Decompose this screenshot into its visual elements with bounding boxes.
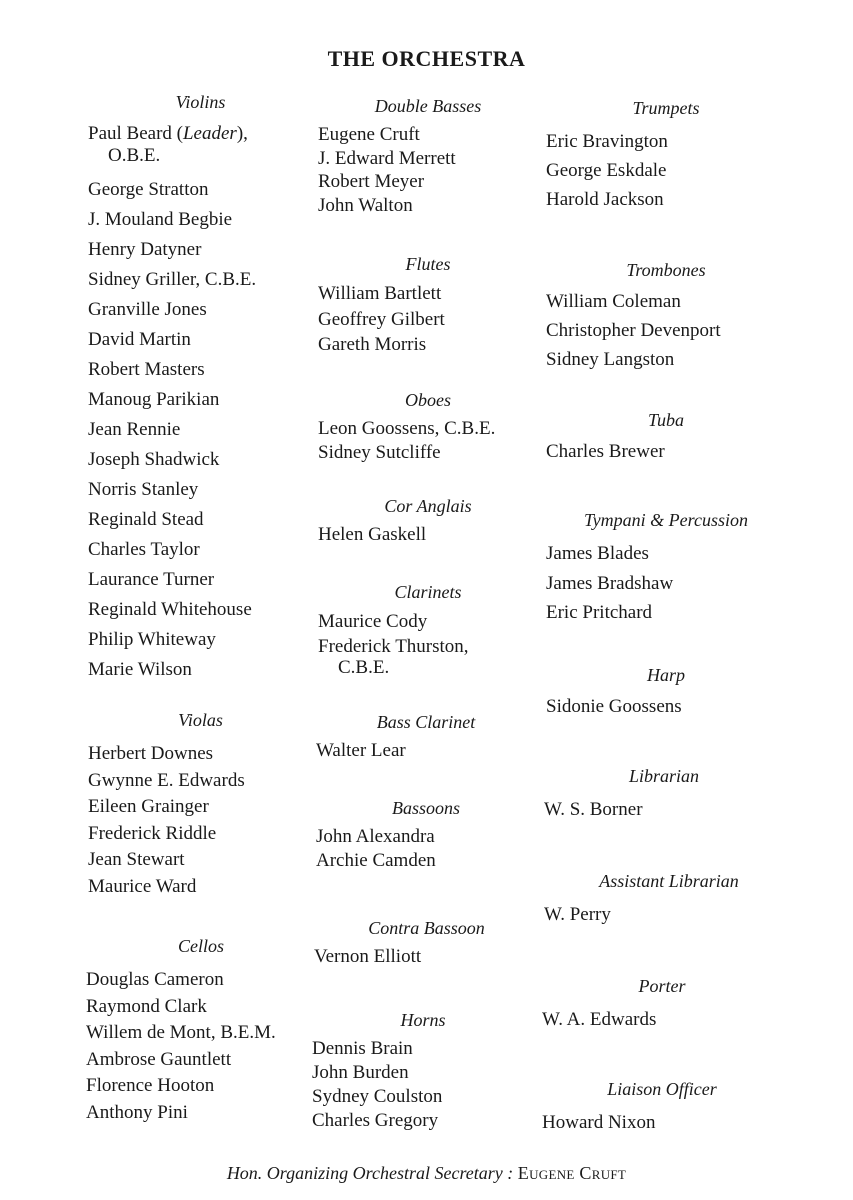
member-name: Reginald Whitehouse: [88, 599, 252, 620]
member-name: David Martin: [88, 329, 191, 350]
section-violas: [88, 710, 313, 901]
member-name: O.B.E.: [108, 145, 161, 166]
member-name: Eugene Cruft: [318, 124, 420, 145]
member-name: Willem de Mont, B.E.M.: [86, 1022, 276, 1044]
member-name: Robert Meyer: [318, 171, 425, 192]
member-name: Geoffrey Gilbert: [318, 308, 445, 330]
member-name: Manoug Parikian: [88, 389, 220, 410]
member-name: Robert Masters: [88, 359, 205, 380]
member-name: Charles Gregory: [312, 1110, 439, 1131]
member-name: James Blades: [546, 543, 649, 564]
member-name: George Stratton: [88, 179, 209, 200]
member-name: Gareth Morris: [318, 334, 427, 355]
section-cellos: [86, 936, 316, 1127]
section-bassoons: [316, 798, 536, 873]
section-title: Liaison Officer: [607, 1079, 717, 1099]
member-name: Frederick Thurston,: [318, 636, 469, 657]
member-name: Maurice Ward: [88, 875, 197, 897]
member-name: Gwynne E. Edwards: [88, 769, 245, 791]
section-cor-anglais: [318, 496, 538, 547]
member-name: Herbert Downes: [88, 743, 214, 764]
member-name: Sidonie Goossens: [546, 696, 682, 717]
section-contra-bassoon: [314, 918, 539, 969]
member-name: James Bradshaw: [546, 572, 674, 594]
member-name: Jean Rennie: [88, 419, 181, 440]
member-name: W. S. Borner: [544, 799, 643, 820]
member-name: Sydney Coulston: [312, 1086, 443, 1107]
member-name: John Burden: [312, 1062, 409, 1083]
member-name: Harold Jackson: [546, 189, 664, 210]
section-oboes: [318, 390, 538, 465]
member-name: Charles Taylor: [88, 539, 200, 560]
section-liaison-officer: [542, 1079, 782, 1136]
section-tuba: [546, 410, 786, 465]
section-title: Violas: [178, 710, 223, 730]
section-violins: [88, 92, 313, 685]
section-title: Flutes: [405, 254, 451, 274]
member-name: Anthony Pini: [86, 1101, 188, 1123]
member-name: C.B.E.: [338, 657, 390, 678]
member-name: Dennis Brain: [312, 1038, 413, 1059]
member-name: Sidney Langston: [546, 349, 675, 370]
member-name: John Alexandra: [316, 826, 435, 847]
member-name: W. A. Edwards: [542, 1009, 657, 1030]
member-name: Raymond Clark: [86, 995, 207, 1017]
section-clarinets: [318, 582, 538, 677]
member-name: Charles Brewer: [546, 441, 665, 462]
member-name: Eric Bravington: [546, 131, 668, 152]
section-title: Clarinets: [394, 582, 462, 602]
section-horns: [312, 1010, 534, 1133]
section-title: Tympani & Percussion: [584, 510, 748, 530]
footer-label: Hon. Organizing Orchestral Secretary :: [226, 1163, 514, 1183]
member-name: Marie Wilson: [88, 659, 192, 680]
section-title: Double Basses: [374, 96, 482, 116]
member-name: Leon Goossens, C.B.E.: [318, 418, 496, 439]
section-title: Assistant Librarian: [599, 871, 739, 891]
section-title: Trumpets: [632, 98, 700, 118]
section-librarian: [544, 766, 784, 823]
section-flutes: [318, 254, 538, 358]
section-title: Horns: [400, 1010, 446, 1030]
section-trombones: [546, 260, 786, 374]
member-name: Joseph Shadwick: [88, 449, 220, 470]
section-tympani-percussion: [546, 510, 786, 628]
member-name: Frederick Riddle: [88, 822, 217, 844]
member-name: William Bartlett: [318, 283, 442, 304]
section-title: Oboes: [405, 390, 451, 410]
section-bass-clarinet: [316, 712, 536, 763]
member-name: J. Edward Merrett: [318, 147, 456, 169]
member-name: Granville Jones: [88, 299, 207, 320]
section-assistant-librarian: [544, 871, 794, 928]
section-title: Violins: [175, 92, 226, 112]
member-name: Ambrose Gauntlett: [86, 1048, 232, 1070]
section-title: Contra Bassoon: [368, 918, 485, 938]
member-name: Walter Lear: [316, 740, 406, 761]
footer-name: Eugene Cruft: [517, 1163, 627, 1183]
member-name: Douglas Cameron: [86, 969, 224, 990]
member-name: Laurance Turner: [88, 569, 215, 590]
section-title: Porter: [638, 976, 686, 996]
member-name: Helen Gaskell: [318, 524, 427, 545]
member-name: J. Mouland Begbie: [88, 209, 233, 230]
member-name: Sidney Griller, C.B.E.: [88, 269, 257, 290]
member-name: Eric Pritchard: [546, 602, 653, 623]
member-name: John Walton: [318, 194, 413, 216]
member-name: Maurice Cody: [318, 611, 428, 632]
member-name: George Eskdale: [546, 160, 667, 181]
member-name: Norris Stanley: [88, 479, 199, 500]
section-title: Tuba: [647, 410, 685, 430]
page-title: THE ORCHESTRA: [327, 46, 526, 71]
member-name: Archie Camden: [316, 850, 436, 871]
section-porter: [542, 976, 782, 1033]
member-name: Jean Stewart: [88, 849, 185, 871]
member-name: Eileen Grainger: [88, 796, 209, 818]
member-name: W. Perry: [544, 904, 611, 925]
member-name: William Coleman: [546, 291, 681, 312]
section-title: Harp: [646, 665, 685, 685]
member-name: Philip Whiteway: [88, 629, 216, 650]
member-name: Paul Beard (Leader),: [88, 123, 248, 144]
section-title: Librarian: [628, 766, 700, 786]
member-name: Florence Hooton: [86, 1075, 215, 1097]
member-name: Henry Datyner: [88, 239, 202, 260]
section-title: Cor Anglais: [384, 496, 472, 516]
section-title: Bassoons: [391, 798, 460, 818]
member-name: Sidney Sutcliffe: [318, 442, 441, 463]
section-title: Trombones: [626, 260, 706, 280]
member-name: Reginald Stead: [88, 509, 204, 530]
member-name: Christopher Devenport: [546, 320, 721, 341]
section-double-basses: [318, 96, 538, 217]
footer-secretary: [0, 1163, 853, 1184]
section-trumpets: [546, 98, 786, 214]
member-name: Howard Nixon: [542, 1112, 656, 1133]
section-harp: [546, 665, 786, 720]
section-title: Bass Clarinet: [376, 712, 476, 732]
section-title: Cellos: [177, 936, 224, 956]
member-name: Vernon Elliott: [314, 946, 422, 967]
